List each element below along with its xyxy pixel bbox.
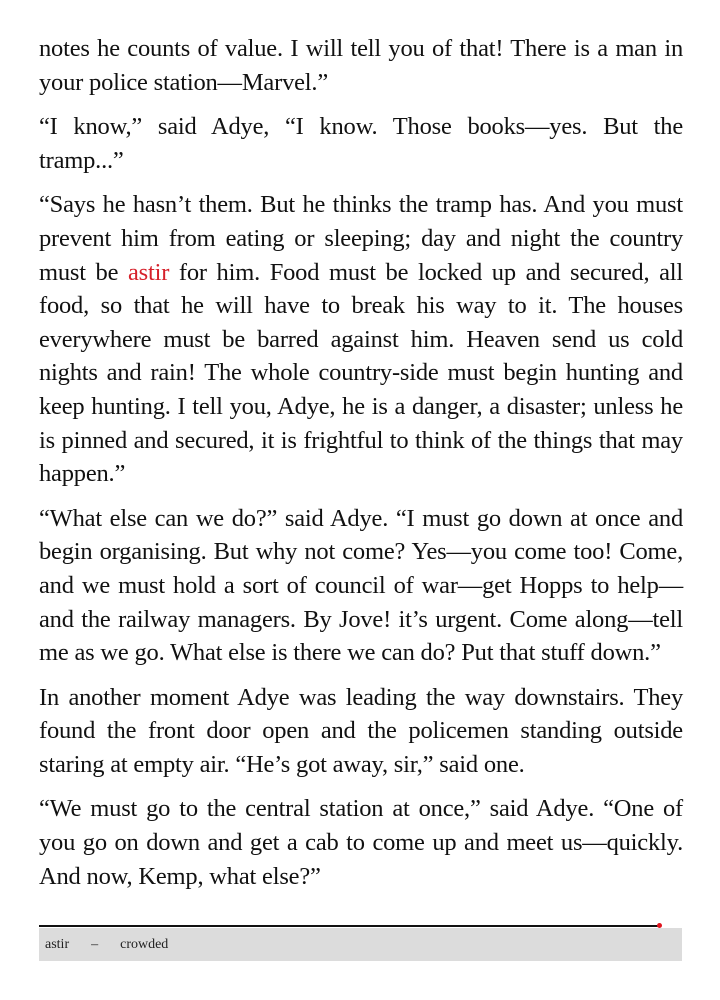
gloss-bar (39, 928, 682, 961)
paragraph: “What else can we do?” said Adye. “I must go down at once and begin organising. But why not come? Yes—you come too! Come, and we must hold a sort of council of war—get Hopps to help—and the railway managers. By Jove! it’s urgent. Come along—tell me as we go. What else is there we can do? Put that stuff down.” (39, 504, 683, 667)
paragraph: notes he counts of value. I will tell you of that! There is a man in your police station—Marvel.” (39, 35, 683, 96)
paragraph: “I know,” said Adye, “I know. Those books—yes. But the tramp...” (39, 113, 683, 174)
gloss-word: astir (45, 936, 70, 952)
text-run: for him. Food must be locked up and secured, all food, so that he will have to break his way to it. The houses everywhere must be barred against him. Heaven send us cold nights and rain! The whole country-side must begin hunting and keep hunting. I tell you, Adye, he is a danger, a disaster; unless he is pinned and secured, it is frightful to think of the things that may happen.” (39, 258, 683, 488)
text-run: “Says he hasn’t them. But he thinks the tramp has. And you must prevent him from eating or sleeping; day and night the country must be (39, 191, 683, 286)
highlighted-word[interactable]: astir (127, 258, 170, 286)
paragraph (39, 188, 683, 490)
paragraph: “We must go to the central station at once,” said Adye. “One of you go on down and get a cab to come up and meet us—quickly. And now, Kemp, what else?” (39, 795, 683, 890)
paragraph: In another moment Adye was leading the way downstairs. They found the front door open and the policemen standing outside staring at empty air. “He’s got away, sir,” said one. (39, 683, 683, 778)
page-text (39, 32, 683, 904)
gloss-definition: crowded (120, 936, 169, 952)
reading-progress-track (39, 925, 661, 927)
gloss-separator: – (91, 936, 99, 952)
